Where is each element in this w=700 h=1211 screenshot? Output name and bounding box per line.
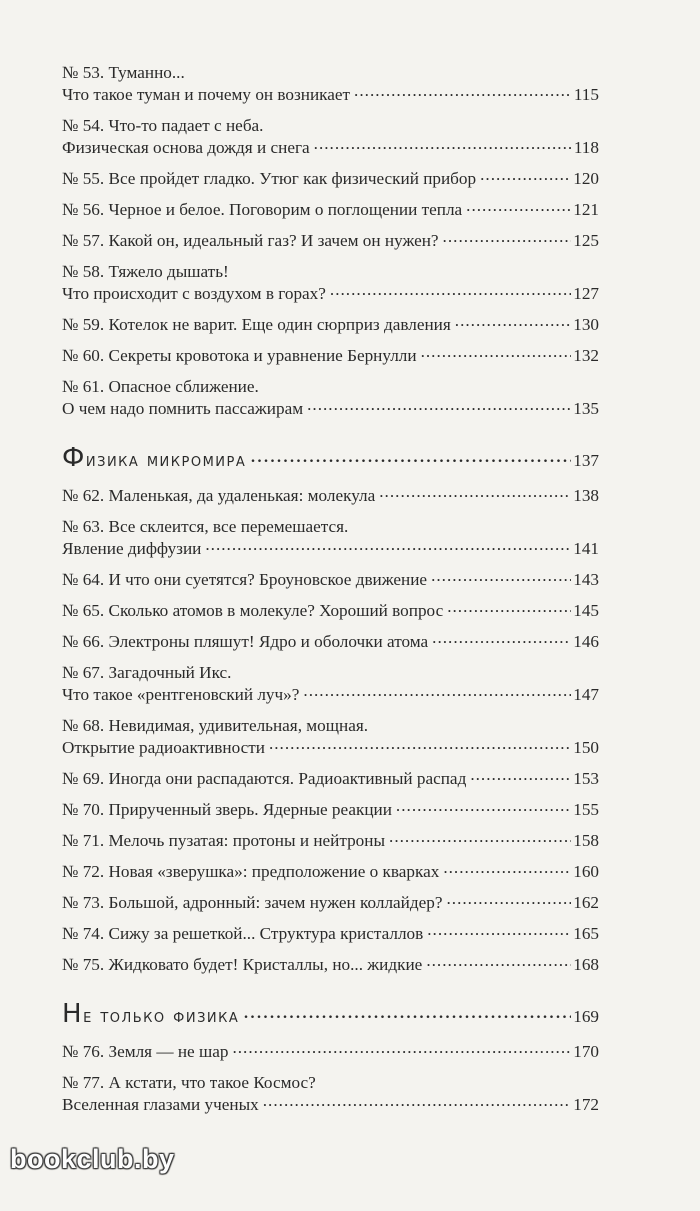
toc-entry [62,799,599,821]
toc-entry-line [62,631,599,653]
toc-page-number: 125 [573,231,599,250]
leader-dots [269,733,571,755]
leader-dots [263,1090,571,1112]
toc-page-number: 120 [573,169,599,188]
leader-dots [480,164,571,186]
toc-group-b [62,485,599,976]
toc-entry-line [62,314,599,336]
toc-entry [62,345,599,367]
toc-entry-line [62,168,599,190]
toc-entry-text: № 72. Новая «зверушка»: предположение о кварках [62,862,440,881]
section-heading-micro [62,444,599,475]
leader-dots [243,997,571,1025]
toc-entry [62,485,599,507]
toc-entry-text: № 74. Сижу за решеткой... Структура кристаллов [62,924,424,943]
toc-entry-text: № 66. Электроны пляшут! Ядро и оболочки атома [62,632,429,651]
toc-entry-text: № 77. А кстати, что такое Космос? [62,1073,316,1092]
leader-dots [250,441,571,469]
toc-page-number: 170 [573,1042,599,1061]
toc-entry [62,954,599,976]
toc-entry [62,600,599,622]
leader-dots [427,919,571,941]
leader-dots [389,826,571,848]
toc-entry-line [62,538,599,560]
section-title: Не только физика [62,999,240,1029]
section-page: 137 [573,451,599,470]
toc-entry-text: № 73. Большой, адронный: зачем нужен коллайдер? [62,893,443,912]
leader-dots [354,80,572,102]
toc-entry-line [62,799,599,821]
toc-page-number: 150 [573,738,599,757]
toc-entry [62,1041,599,1063]
leader-dots [396,795,571,817]
toc-page-number: 155 [573,800,599,819]
toc-entry [62,923,599,945]
leader-dots [447,596,571,618]
toc-entry [62,168,599,190]
toc-page-number: 115 [573,85,599,104]
toc-entry [62,768,599,790]
toc-entry [62,199,599,221]
toc-entry-text: № 56. Черное и белое. Поговорим о поглощении тепла [62,200,463,219]
toc-entry-line [62,737,599,759]
toc-entry [62,662,599,706]
toc-entry-text: № 61. Опасное сближение. [62,377,259,396]
toc-page-number: 138 [573,486,599,505]
leader-dots [421,341,572,363]
leader-dots [205,534,571,556]
leader-dots [443,226,572,248]
toc-entry-text: О чем надо помнить пассажирам [62,399,304,418]
toc-entry-text: Открытие радиоактивности [62,738,265,757]
toc-entry-line [62,1094,599,1116]
toc-entry-line [62,283,599,305]
leader-dots [466,195,571,217]
toc-entry-text: № 53. Туманно... [62,63,185,82]
toc-entry-line [62,684,599,706]
leader-dots [379,481,571,503]
toc-entry-text: № 69. Иногда они распадаются. Радиоактивный распад [62,769,467,788]
toc-entry-line [62,1041,599,1063]
toc-entry-line [62,768,599,790]
leader-dots [330,279,571,301]
table-of-contents [62,62,599,1125]
toc-page-number: 146 [573,632,599,651]
toc-entry [62,230,599,252]
section-heading-not-only-physics [62,1000,599,1031]
toc-page-number: 135 [573,399,599,418]
leader-dots [307,394,571,416]
toc-page-number: 127 [573,284,599,303]
toc-entry-text: № 70. Прирученный зверь. Ядерные реакции [62,800,392,819]
toc-entry [62,861,599,883]
leader-dots [432,627,571,649]
toc-entry-line [62,230,599,252]
toc-entry [62,516,599,560]
toc-entry-text: № 71. Мелочь пузатая: протоны и нейтроны [62,831,386,850]
toc-entry-text: Что такое туман и почему он возникает [62,85,351,104]
toc-group-c [62,1041,599,1116]
toc-entry [62,314,599,336]
section-title: Физика микромира [62,443,247,473]
toc-entry-text: № 58. Тяжело дышать! [62,262,229,281]
section-page: 169 [573,1007,599,1026]
toc-entry-text: № 54. Что-то падает с неба. [62,116,264,135]
toc-entry [62,631,599,653]
watermark: bookclub.by [10,1144,175,1174]
toc-entry-line [62,569,599,591]
toc-entry-line [62,830,599,852]
toc-page-number: 165 [573,924,599,943]
toc-page-number: 168 [573,955,599,974]
toc-entry [62,830,599,852]
toc-page-number: 118 [573,138,599,157]
toc-entry-text: № 64. И что они суетятся? Броуновское движение [62,570,428,589]
toc-entry-line [62,398,599,420]
toc-page-number: 143 [573,570,599,589]
toc-page-number: 121 [573,200,599,219]
toc-entry-text: № 76. Земля — не шар [62,1042,229,1061]
toc-entry-text: Явление диффузии [62,539,202,558]
leader-dots [232,1037,571,1059]
toc-entry-line [62,861,599,883]
toc-page-number: 160 [573,862,599,881]
toc-entry [62,115,599,159]
toc-entry-text: № 57. Какой он, идеальный газ? И зачем он нужен? [62,231,439,250]
toc-group-a [62,62,599,420]
leader-dots [314,133,572,155]
toc-entry-line [62,954,599,976]
toc-entry-text: № 63. Все склеится, все перемешается. [62,517,349,536]
toc-page-number: 172 [573,1095,599,1114]
toc-entry-line [62,137,599,159]
toc-page-number: 130 [573,315,599,334]
toc-entry-text: № 62. Маленькая, да удаленькая: молекула [62,486,376,505]
leader-dots [443,857,571,879]
toc-page-number: 153 [573,769,599,788]
leader-dots [431,565,571,587]
toc-entry [62,376,599,420]
leader-dots [446,888,571,910]
toc-entry-text: № 65. Сколько атомов в молекуле? Хороший вопрос [62,601,444,620]
leader-dots [455,310,571,332]
leader-dots [426,950,571,972]
toc-entry [62,261,599,305]
toc-entry [62,892,599,914]
toc-entry-line [62,84,599,106]
toc-entry [62,569,599,591]
toc-entry-line [62,345,599,367]
toc-entry-text: № 59. Котелок не варит. Еще один сюрприз давления [62,315,451,334]
toc-entry-text: № 55. Все пройдет гладко. Утюг как физический прибор [62,169,477,188]
toc-page-number: 132 [573,346,599,365]
toc-entry [62,715,599,759]
toc-entry-text: № 67. Загадочный Икс. [62,663,232,682]
toc-entry-text: № 75. Жидковато будет! Кристаллы, но... жидкие [62,955,423,974]
toc-page-number: 141 [573,539,599,558]
toc-entry-text: Что такое «рентгеновский луч»? [62,685,300,704]
toc-page-number: 158 [573,831,599,850]
toc-entry-line [62,923,599,945]
toc-entry [62,62,599,106]
toc-entry [62,1072,599,1116]
toc-entry-line [62,600,599,622]
toc-page-number: 162 [573,893,599,912]
toc-entry-line [62,485,599,507]
toc-entry-text: № 60. Секреты кровотока и уравнение Бернулли [62,346,417,365]
leader-dots [303,680,571,702]
toc-page-number: 147 [573,685,599,704]
toc-page-number: 145 [573,601,599,620]
toc-entry-text: Физическая основа дождя и снега [62,138,310,157]
toc-entry-line [62,892,599,914]
toc-entry-text: № 68. Невидимая, удивительная, мощная. [62,716,369,735]
toc-entry-text: Что происходит с воздухом в горах? [62,284,326,303]
leader-dots [470,764,571,786]
toc-entry-line [62,199,599,221]
toc-entry-text: Вселенная глазами ученых [62,1095,259,1114]
